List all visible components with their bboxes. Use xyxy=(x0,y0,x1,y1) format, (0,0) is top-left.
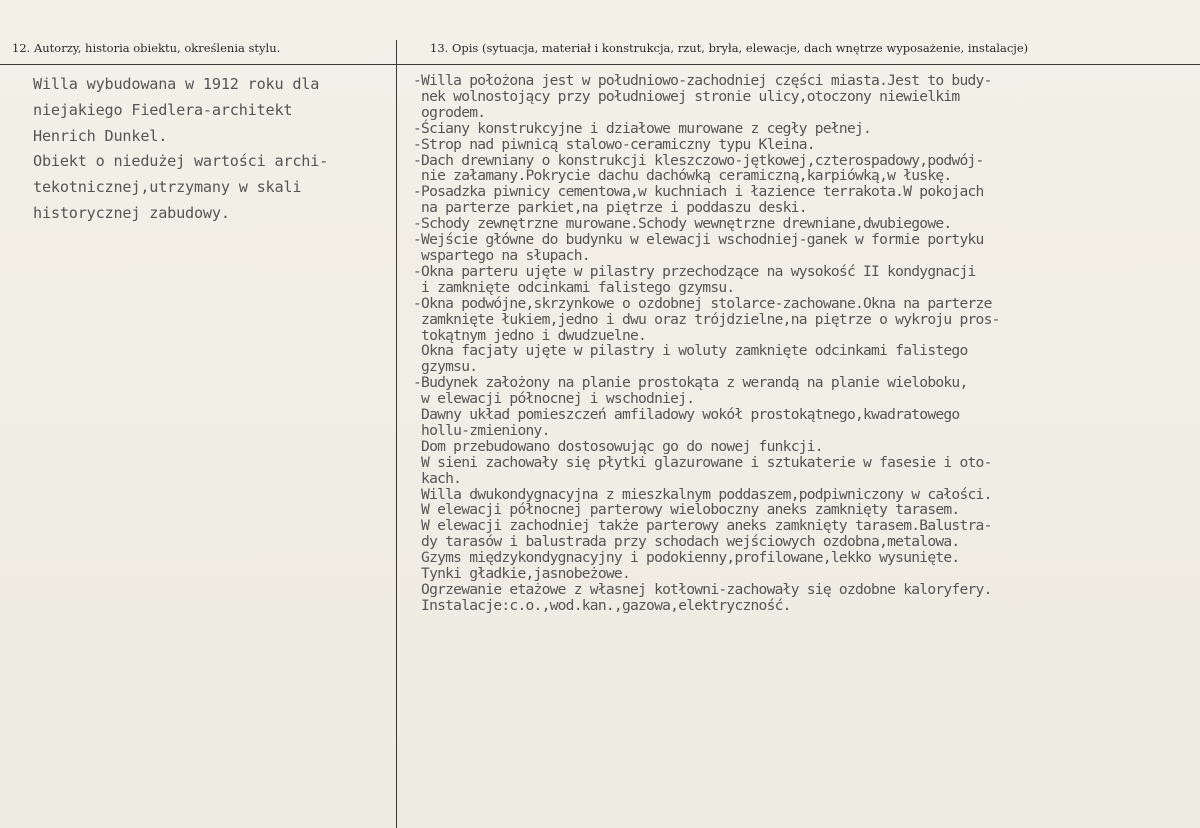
column-divider xyxy=(396,40,397,828)
header-rule xyxy=(0,64,1200,65)
authors-history-text: Willa wybudowana w 1912 roku dla niejakiego Fiedlera-architekt Henrich Dunkel. Obiekt o niedużej wartości archi- tekotnicznej,utrzymany w skali historycznej zabudowy. xyxy=(33,75,329,222)
section-13-heading: 13. Opis (sytuacja, materiał i konstrukcja, rzut, bryła, elewacje, dach wnętrze wyposażenie, instalacje) xyxy=(430,41,1029,55)
description-text: -Willa położona jest w południowo-zachodniej części miasta.Jest to budy- nek wolnostojący przy południowej stronie ulicy,otoczony niewielkim ogrodem. -Ściany konstrukcyjne i działowe murowane z cegły pełnej. -Strop nad piwnicą stalowo-ceramiczny typu Kleina. -Dach drewniany o konstrukcji kleszczowo-jętkowej,czterospadowy,podwój- nie załamany.Pokrycie dachu dachówką ceramiczną,karpiówką,w łuskę. -Posadzka piwnicy cementowa,w kuchniach i łazience terrakota.W pokojach na parterze parkiet,na piętrze i poddaszu deski. -Schody zewnętrzne murowane.Schody wewnętrzne drewniane,dwubiegowe. -Wejście główne do budynku w elewacji wschodniej-ganek w formie portyku wspartego na słupach. -Okna parteru ujęte w pilastry przechodzące na wysokość II kondygnacji i zamknięte odcinkami falistego gzymsu. -Okna podwójne,skrzynkowe o ozdobnej stolarce-zachowane.Okna na parterze zamknięte łukiem,jedno i dwu oraz trójdzielne,na piętrze o wykroju pros- tokątnym jedno i dwudzuelne. Okna facjaty ujęte w pilastry i woluty zamknięte odcinkami falistego gzymsu. -Budynek założony na planie prostokąta z werandą na planie wieloboku, w elewacji północnej i wschodniej. Dawny układ pomieszczeń amfiladowy wokół prostokątnego,kwadratowego hollu-zmieniony. Dom przebudowano dostosowując go do nowej funkcji. W sieni zachowały się płytki glazurowane i sztukaterie w fasesie i oto- kach. Willa dwukondygnacyjna z mieszkalnym poddaszem,podpiwniczony w całości. W elewacji północnej parterowy wieloboczny aneks zamknięty tarasem. W elewacji zachodniej także parterowy aneks zamknięty tarasem.Balustra- dy tarasów i balustrada przy schodach wejściowych ozdobna,metalowa. Gzyms międzykondygnacyjny i podokienny,profilowane,lekko wysunięte. Tynki gładkie,jasnobeżowe. Ogrzewanie etażowe z własnej kotłowni-zachowały się ozdobne kaloryfery. Instalacje:c.o.,wod.kan.,gazowa,elektryczność. xyxy=(413,72,1000,614)
section-12-heading: 12. Autorzy, historia obiektu, określenia stylu. xyxy=(12,41,281,55)
